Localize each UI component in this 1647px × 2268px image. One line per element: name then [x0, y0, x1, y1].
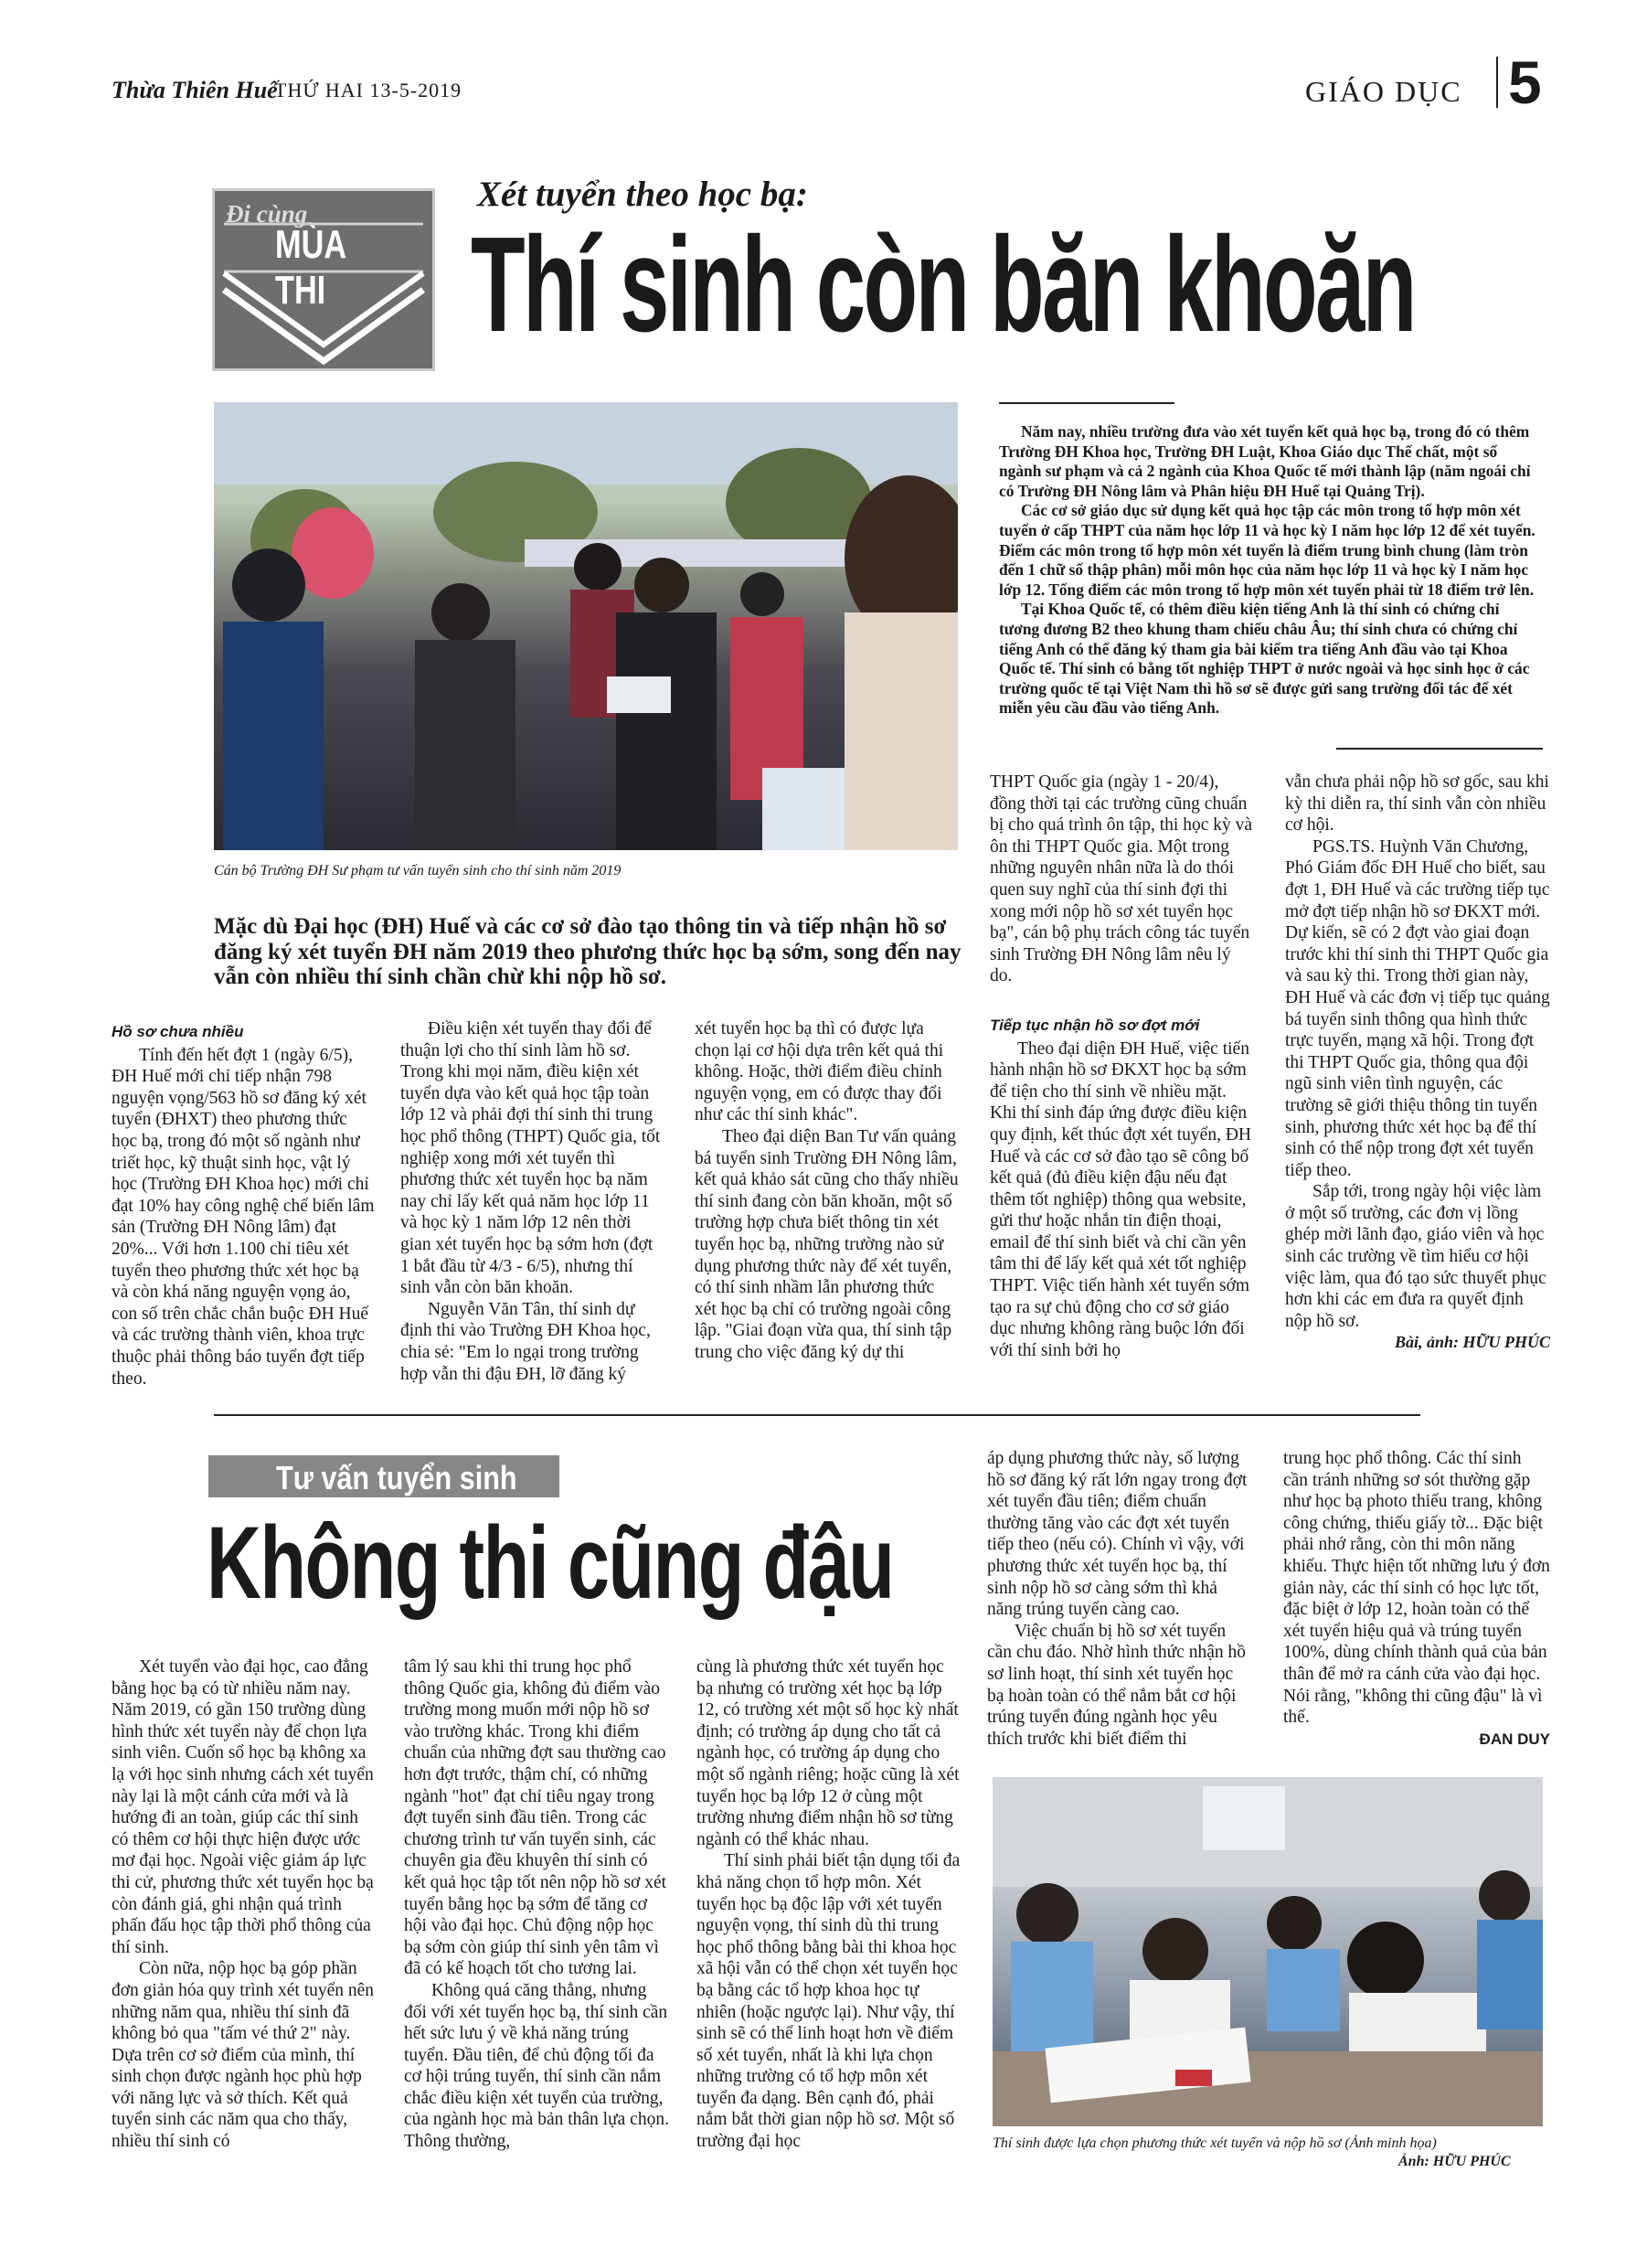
article2-tag-label: Tư vấn tuyển sinh [276, 1459, 517, 1496]
paragraph: xét tuyển học bạ thì có được lựa chọn lại cơ hội dựa trên kết quả thi không. Hoặc, thời điểm điều chỉnh nguyện vọng, em có được thay đổi như các thí sinh khác". [695, 1019, 944, 1125]
page-number: 5 [1508, 48, 1542, 116]
paper-name: Thừa Thiên Huế [112, 77, 278, 103]
article2-column-2 [404, 1656, 669, 2153]
paragraph: cùng là phương thức xét tuyển học bạ nhưng có trường xét học bạ lớp 12, có trường xét một số học kỳ nhất định; có trường áp dụng cho tất cả ngành học, có trường áp dụng cho một số ngành riêng; hoặc cũng là xét tuyển học bạ lớp 12 ở cùng một trường nhưng điểm nhận hồ sơ từng ngành có thể khác nhau. [696, 1657, 960, 1849]
intro-rule-bottom [1336, 748, 1543, 750]
paragraph: vẫn chưa phải nộp hồ sơ gốc, sau khi kỳ thi diễn ra, thí sinh vẫn còn nhiều cơ hội. [1285, 772, 1549, 836]
paragraph: Theo đại diện Ban Tư vấn quảng bá tuyển sinh Trường ĐH Nông lâm, kết quả khảo sát cũng cho thấy nhiều thí sinh đang còn băn khoăn, một số trường hợp chưa biết thông tin xét tuyển học bạ, những trường nào sử dụng phương thức này để xét tuyển, có thí sinh nhầm lẫn phương thức xét học bạ chỉ có trường ngoài công lập. "Giai đoạn vừa qua, thí sinh tập trung cho việc đăng ký dự thi [695, 1126, 959, 1362]
paragraph: Sắp tới, trong ngày hội việc làm ở một số trường, các đơn vị lồng ghép mời lãnh đạo, giáo viên và học sinh các trường về tìm hiểu cơ hội việc làm, qua đó tạo sức thuyết phục hơn khi các em đưa ra quyết định nộp hồ sơ. [1285, 1182, 1546, 1331]
article2-column-3 [696, 1656, 962, 2153]
paragraph: Xét tuyển vào đại học, cao đẳng bằng học bạ có từ nhiều năm nay. Năm 2019, có gần 150 trường dùng hình thức xét tuyển này để chọn lựa sinh viên. Cuốn sổ học bạ không xa lạ với học sinh nhưng cách xét tuyển này lại là một cánh cửa mới và là hướng đi an toàn, giúp các thí sinh có thêm cơ hội thực hiện được ước mơ đại học. Ngoài việc giảm áp lực thi cử, phương thức xét tuyển học bạ còn đánh giá, ghi nhận quá trình phấn đấu học tập thời phổ thông của thí sinh. [112, 1657, 374, 1957]
issue-date: THỨ HAI 13-5-2019 [274, 79, 462, 101]
paragraph: trung học phổ thông. Các thí sinh cần tránh những sơ sót thường gặp như học bạ photo thiếu trang, không công chứng, thiếu giấy tờ... Đặc biệt phải nhớ rằng, còn thi môn năng khiếu. Thực hiện tốt những lưu ý đơn giản này, các thí sinh có học lực tốt, đặc biệt ở lớp 12, hoàn toàn có thể xét tuyển hiệu quả và trúng tuyển 100%, dùng chính thành quả của bản thân để mở ra cánh cửa vào đại học. Nói rằng, "không thi cũng đậu" là vì thế. [1283, 1449, 1550, 1728]
article2-byline: ĐAN DUY [1479, 1730, 1550, 1748]
paragraph: áp dụng phương thức này, số lượng hồ sơ đăng ký rất lớn ngay trong đợt xét tuyển đầu tiên; điểm chuẩn thường tăng vào các đợt xét tuyển tiếp theo (nếu có). Chính vì vậy, với phương thức xét tuyển học bạ, thí sinh nộp hồ sơ càng sớm thì khả năng trúng tuyển càng cao. [987, 1449, 1248, 1620]
article2-tag [208, 1455, 559, 1497]
section-name: GIÁO DỤC [1305, 75, 1462, 108]
article1-byline: Bài, ảnh: HỮU PHÚC [1395, 1333, 1550, 1352]
article1-column-1 [112, 1021, 377, 1390]
article-separator [214, 1414, 1420, 1416]
paragraph: PGS.TS. Huỳnh Văn Chương, Phó Giám đốc ĐH Huế cho biết, sau đợt 1, ĐH Huế và các trường tiếp tục mở đợt tiếp nhận hồ sơ ĐKXT mới. Dự kiến, sẽ có 2 đợt vào giai đoạn trước khi thí sinh thi THPT Quốc gia và sau kỳ thi. Trong thời gian này, ĐH Huế và các đơn vị tiếp tục quảng bá tuyển sinh thông qua hình thức trực tuyến, mạng xã hội. Trong đợt thi THPT Quốc gia, thông qua đội ngũ sinh viên tình nguyện, các trường sẽ giới thiệu thông tin tuyển sinh, phương thức xét học bạ để thí sinh có thể nộp trong đợt xét tuyển tiếp theo. [1285, 836, 1550, 1180]
paragraph: Nguyễn Văn Tân, thí sinh dự định thi vào Trường ĐH Khoa học, chia sẻ: "Em lo ngại trong trường hợp vẫn thi đậu ĐH, lỡ đăng ký [400, 1299, 651, 1384]
article1-column-2 [400, 1018, 665, 1385]
intro-rule-top [999, 402, 1174, 404]
logo-line2: MÙA THI [275, 222, 345, 313]
paragraph: Thí sinh phải biết tận dụng tối đa khả năng chọn tổ hợp môn. Xét tuyển học bạ độc lập với xét tuyển nguyện vọng, thí sinh dù thi trung học phổ thông bằng bài thi khoa học xã hội vẫn có thể chọn xét tuyển học bạ bằng các tổ hợp khoa học tự nhiên (hoặc ngược lại). Như vậy, thí sinh sẽ có thể linh hoạt hơn về điểm số xét tuyển, nhất là khi lựa chọn những trường có tổ hợp môn xét tuyển đa dạng. Bên cạnh đó, phải nắm bắt thời gian nộp hồ sơ. Một số trường đại học [696, 1851, 961, 2152]
paragraph: tâm lý sau khi thi trung học phổ thông Quốc gia, không đủ điểm vào trường mong muốn mới nộp hồ sơ vào trường khác. Trong khi điểm chuẩn của những đợt sau thường cao hơn đợt trước, thậm chí, có những ngành "hot" đạt chỉ tiêu ngay trong đợt tuyển sinh đầu tiên. Trong các chương trình tư vấn tuyển sinh, các chuyên gia đều khuyên thí sinh có kết quả học tập tốt nên nộp hồ sơ xét tuyển bằng học bạ sớm để tăng cơ hội vào đại học. Chủ động nộp học bạ sớm còn giúp thí sinh yên tâm vì đã có kế hoạch tốt cho tương lai. [404, 1657, 667, 1979]
paragraph: Điều kiện xét tuyển thay đổi để thuận lợi cho thí sinh làm hồ sơ. Trong khi mọi năm, điều kiện xét tuyển dựa vào kết quả học tập toàn lớp 12 và phải đợi thí sinh thi trung học phổ thông (THPT) Quốc gia, tốt nghiệp xong mới xét tuyển thì phương thức xét tuyển học bạ năm nay chỉ lấy kết quả năm học lớp 11 và học kỳ 1 năm lớp 12 nên thời gian xét tuyển học bạ sớm hơn (đợt 1 bắt đầu từ 4/3 - 6/5), nhưng thí sinh vẫn còn băn khoăn. [400, 1019, 661, 1298]
article1-headline: Thí sinh còn băn khoăn [471, 209, 1415, 360]
article2-photo-credit: Ảnh: HỮU PHÚC [1398, 2154, 1511, 2169]
book-chevron-icon [215, 191, 432, 368]
logo-line1: Đi cùng [226, 200, 308, 228]
article1-photo-caption: Cán bộ Trường ĐH Sư phạm tư vấn tuyển sinh cho thí sinh năm 2019 [214, 863, 622, 878]
series-logo [212, 188, 435, 371]
article2-column-1 [112, 1656, 377, 2153]
article2-column-4 [987, 1448, 1252, 1750]
article1-intro [999, 422, 1542, 719]
article2-photo [993, 1777, 1543, 2126]
article2-photo-caption: Thí sinh được lựa chọn phương thức xét tuyển và nộp hồ sơ (Ảnh minh họa) [993, 2135, 1437, 2151]
paragraph: Còn nữa, nộp học bạ góp phần đơn giản hóa quy trình xét tuyển nên những năm qua, nhiều thí sinh đã không bỏ qua "tấm vé thứ 2" này. Dựa trên cơ sở điểm của mình, thí sinh chọn được ngành học phù hợp với năng lực và sở thích. Kết quả tuyển sinh các năm qua cho thấy, nhiều thí sinh có [112, 1959, 375, 2152]
article1-column-3 [695, 1018, 960, 1364]
article1-subhead-1: Hồ sơ chưa nhiều [112, 1023, 244, 1040]
paragraph: Không quá căng thẳng, nhưng đối với xét tuyển học bạ, thí sinh cần hết sức lưu ý về khả năng trúng tuyển. Đầu tiên, để chủ động tối đa cơ hội trúng tuyển, thí sinh cần nắm chắc điều kiện xét tuyển của trường, của ngành học mà bản thân lựa chọn. Thông thường, [404, 1980, 669, 2152]
article2-headline: Không thi cũng đậu [207, 1506, 894, 1620]
intro-paragraph: Năm nay, nhiều trường đưa vào xét tuyển kết quả học bạ, trong đó có thêm Trường ĐH Khoa học, Trường ĐH Luật, Khoa Giáo dục Thể chất, một số ngành sư phạm và cả 2 ngành của Khoa Quốc tế mới thành lập (năm ngoái chỉ có Trường ĐH Nông lâm và Phân hiệu ĐH Huế tại Quảng Trị). [999, 422, 1531, 500]
article2-column-5 [1283, 1448, 1550, 1750]
article1-column-4 [990, 772, 1255, 1361]
article1-subhead-2: Tiếp tục nhận hồ sơ đợt mới [990, 1016, 1200, 1034]
article1-lede: Mặc dù Đại học (ĐH) Huế và các cơ sở đào tạo thông tin và tiếp nhận hồ sơ đăng ký xét tuyển ĐH năm 2019 theo phương thức học bạ sớm, song đến nay vẫn còn nhiều thí sinh chần chừ khi nộp hồ sơ. [214, 914, 962, 989]
article1-column-5 [1285, 772, 1550, 1354]
header-divider [1496, 57, 1498, 108]
paragraph: Tính đến hết đợt 1 (ngày 6/5), ĐH Huế mới chỉ tiếp nhận 798 nguyện vọng/563 hồ sơ đăng ký xét tuyển (ĐHXT) theo phương thức học bạ, trong đó một số ngành như triết học, kỹ thuật sinh học, vật lý học (Trường ĐH Khoa học) mới chỉ đạt 10% hay công nghệ chế biến lâm sản (Trường ĐH Nông lâm) đạt 20%... Với hơn 1.100 chỉ tiêu xét tuyển theo phương thức xét học bạ và còn khá năng nguyện vọng ảo, con số trên chắc chắn buộc ĐH Huế và các trường thành viên, khoa trực thuộc phải thông báo tuyển đợt tiếp theo. [112, 1045, 375, 1389]
intro-paragraph: Tại Khoa Quốc tế, có thêm điều kiện tiếng Anh là thí sinh có chứng chỉ tương đương B2 theo khung tham chiếu châu Âu; thí sinh chưa có chứng chỉ tiếng Anh có thể đăng ký tham gia bài kiểm tra tiếng Anh đầu vào tại Khoa Quốc tế. Thí sinh có bằng tốt nghiệp THPT ở nước ngoài và học sinh học ở các trường quốc tế tại Việt Nam thì hồ sơ sẽ được gửi sang trường đối tác để xét miễn yêu cầu đầu vào tiếng Anh. [999, 600, 1530, 718]
paragraph: THPT Quốc gia (ngày 1 - 20/4), đồng thời tại các trường cũng chuẩn bị cho quá trình ôn tập, thi học kỳ và ôn thi THPT Quốc gia. Một trong những nguyên nhân nữa là do thói quen suy nghĩ của thí sinh đợi thi xong mới nộp hồ sơ xét tuyển học bạ", cán bộ phụ trách công tác tuyển sinh Trường ĐH Nông lâm nêu lý do. [990, 772, 1253, 986]
paragraph: Theo đại diện ĐH Huế, việc tiến hành nhận hồ sơ ĐKXT học bạ sớm để tiện cho thí sinh về nhiều mặt. Khi thí sinh đáp ứng được điều kiện quy định, kết thúc đợt xét tuyển, ĐH Huế và các cơ sở đào tạo sẽ công bố kết quả (đủ điều kiện đậu nếu đạt thêm tốt nghiệp) thông qua website, gửi thư hoặc nhắn tin điện thoại, email để thí sinh biết và chỉ cần yên tâm thi để lấy kết quả xét tốt nghiệp THPT. Việc tiến hành xét tuyển sớm tạo ra sự chủ động cho cơ sở giáo dục nhưng không ràng buộc lớn đối với thí sinh bởi họ [990, 1038, 1251, 1360]
intro-paragraph: Các cơ sở giáo dục sử dụng kết quả học tập các môn trong tổ hợp môn xét tuyển ở cấp THPT của năm học lớp 11 và học kỳ I năm học lớp 12 để xét tuyển. Điểm các môn trong tổ hợp môn xét tuyển là điểm trung bình chung (làm tròn đến 1 chữ số thập phân) mỗi môn học của năm học lớp 11 và học kỳ I năm học lớp 12. Tổng điểm các môn trong tổ hợp môn xét tuyển phải từ 18 điểm trở lên. [999, 501, 1535, 599]
article1-kicker: Xét tuyển theo học bạ: [477, 175, 808, 214]
article1-photo [214, 402, 958, 850]
paragraph: Việc chuẩn bị hồ sơ xét tuyển cần chu đáo. Nhờ hình thức nhận hồ sơ linh hoạt, thí sinh xét tuyển học bạ hoàn toàn có thể nắm bắt cơ hội trúng tuyển đúng ngành học yêu thích trước khi biết điểm thi [987, 1621, 1246, 1749]
